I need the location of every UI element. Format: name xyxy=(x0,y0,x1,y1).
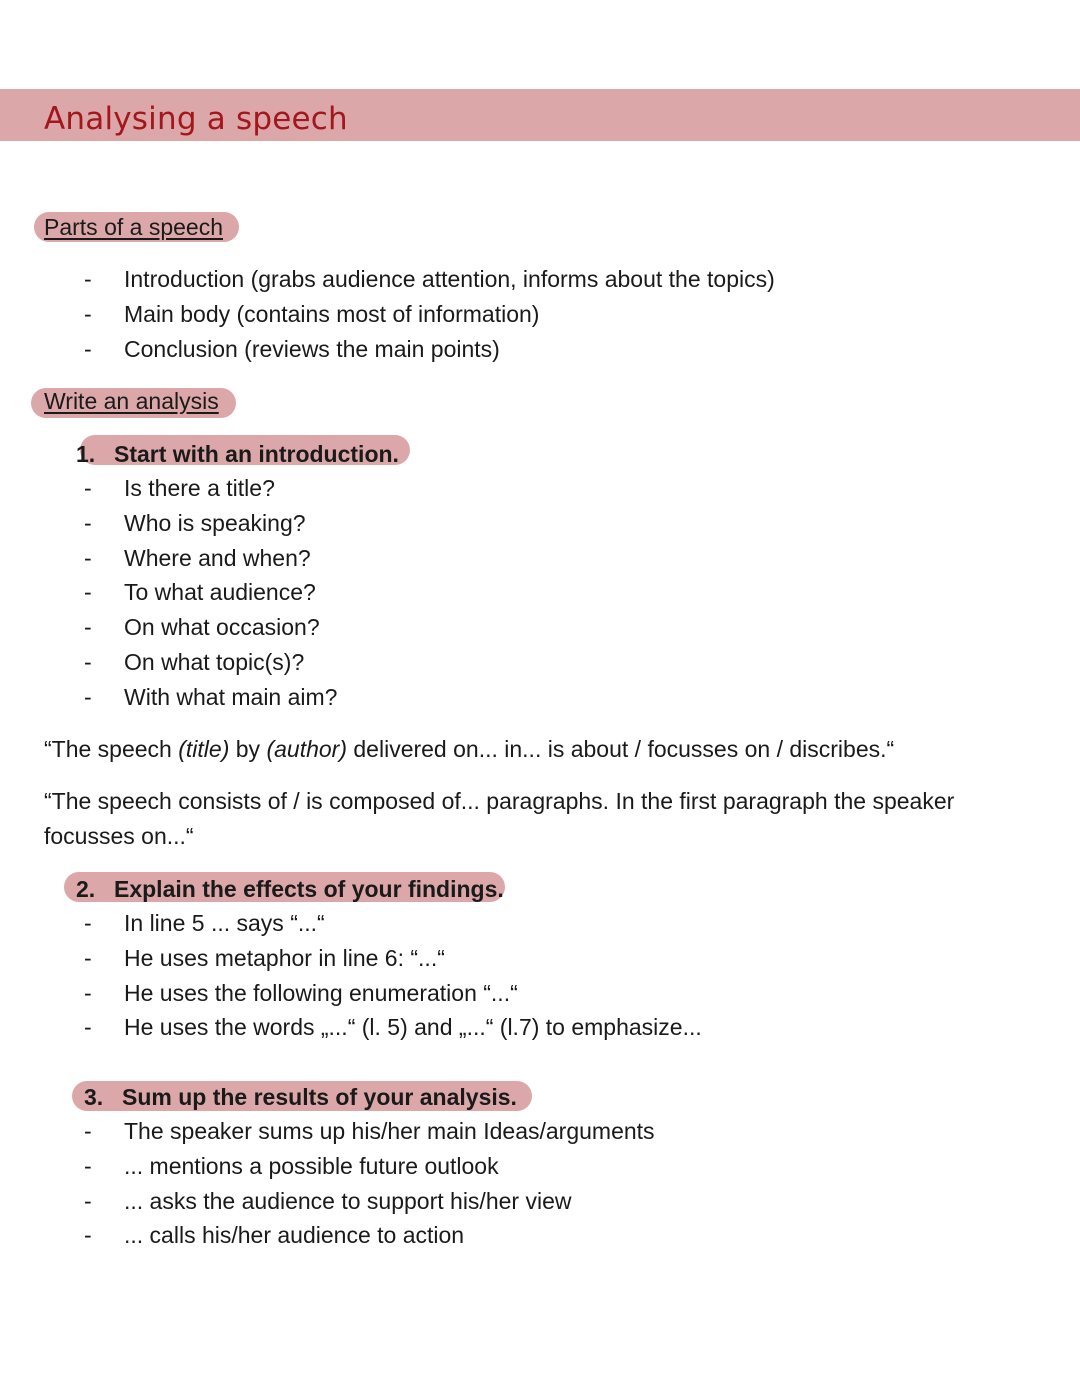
parts-list xyxy=(0,262,1080,366)
bullet-dash: - xyxy=(84,648,92,675)
step-number: 1. xyxy=(76,441,96,467)
bullet-dash: - xyxy=(84,944,92,971)
list-item xyxy=(0,332,1080,367)
list-item-text: Is there a title? xyxy=(124,475,275,501)
bullet-dash: - xyxy=(84,1118,92,1144)
template-sentence-1 xyxy=(44,732,1024,767)
list-item xyxy=(0,1184,1080,1219)
bullet-dash: - xyxy=(84,1014,92,1041)
step-2-heading xyxy=(76,874,504,904)
list-item-text: To what audience? xyxy=(124,579,316,606)
list-item xyxy=(0,471,1080,506)
step-title: Explain the effects of your findings. xyxy=(114,876,504,902)
list-item xyxy=(0,906,1080,941)
list-item-text: Conclusion (reviews the main points) xyxy=(124,335,500,362)
bullet-dash: - xyxy=(84,979,92,1006)
bullet-dash: - xyxy=(84,1187,92,1214)
list-item-text: ... asks the audience to support his/her view xyxy=(124,1187,572,1214)
bullet-dash: - xyxy=(84,579,92,606)
list-item xyxy=(0,1218,1080,1253)
list-item-text: On what topic(s)? xyxy=(124,648,305,675)
bullet-dash: - xyxy=(84,683,92,710)
step-3-heading xyxy=(84,1082,517,1112)
list-item xyxy=(0,575,1080,610)
bullet-dash: - xyxy=(84,266,92,292)
bullet-dash: - xyxy=(84,475,92,501)
list-item-text: ... calls his/her audience to action xyxy=(124,1222,465,1249)
list-item xyxy=(0,541,1080,576)
bullet-dash: - xyxy=(84,910,92,936)
list-item xyxy=(0,976,1080,1011)
list-item xyxy=(0,680,1080,715)
template-placeholder-title: (title) xyxy=(178,736,230,762)
step-title: Sum up the results of your analysis. xyxy=(122,1084,517,1110)
list-item-text: ... mentions a possible future outlook xyxy=(124,1152,499,1179)
list-item xyxy=(0,1010,1080,1045)
list-item xyxy=(0,1149,1080,1184)
template-sentence-2: “The speech consists of / is composed of... paragraphs. In the first paragraph the speaker focusses on...“ xyxy=(44,788,955,849)
bullet-dash: - xyxy=(84,614,92,641)
list-item xyxy=(0,645,1080,680)
bullet-dash: - xyxy=(84,300,92,327)
list-item-text: In line 5 ... says “...“ xyxy=(124,910,325,936)
bullet-dash: - xyxy=(84,509,92,536)
step-1-heading xyxy=(76,439,399,469)
bullet-dash: - xyxy=(84,335,92,362)
list-item-text: Introduction (grabs audience attention, informs about the topics) xyxy=(124,266,775,292)
list-item-text: With what main aim? xyxy=(124,683,338,710)
list-item-text: He uses metaphor in line 6: “...“ xyxy=(124,944,445,971)
list-item xyxy=(0,1114,1080,1149)
list-item-text: Where and when? xyxy=(124,544,311,571)
template-text: delivered on... in... is about / focusses on / discribes.“ xyxy=(347,736,895,762)
step-1-list xyxy=(0,471,1080,715)
list-item xyxy=(0,297,1080,332)
list-item-text: Who is speaking? xyxy=(124,509,306,536)
list-item-text: Main body (contains most of information) xyxy=(124,300,540,327)
list-item-text: The speaker sums up his/her main Ideas/arguments xyxy=(124,1118,655,1144)
template-text: by xyxy=(229,736,267,762)
list-item-text: He uses the words „...“ (l. 5) and „...“ (l.7) to emphasize... xyxy=(124,1014,702,1041)
bullet-dash: - xyxy=(84,1222,92,1249)
list-item xyxy=(0,506,1080,541)
list-item-text: He uses the following enumeration “...“ xyxy=(124,979,518,1006)
template-text: “The speech xyxy=(44,736,179,762)
step-number: 3. xyxy=(84,1084,104,1110)
list-item xyxy=(0,262,1080,297)
step-3-list xyxy=(0,1114,1080,1253)
step-2-list xyxy=(0,906,1080,1045)
bullet-dash: - xyxy=(84,1152,92,1179)
bullet-dash: - xyxy=(84,544,92,571)
page-title: Analysing a speech xyxy=(44,101,348,137)
step-number: 2. xyxy=(76,876,96,902)
list-item xyxy=(0,610,1080,645)
step-title: Start with an introduction. xyxy=(114,441,399,467)
parts-heading: Parts of a speech xyxy=(44,214,223,240)
template-placeholder-author: (author) xyxy=(266,736,347,762)
list-item xyxy=(0,941,1080,976)
list-item-text: On what occasion? xyxy=(124,614,320,641)
analysis-heading: Write an analysis xyxy=(44,388,219,414)
